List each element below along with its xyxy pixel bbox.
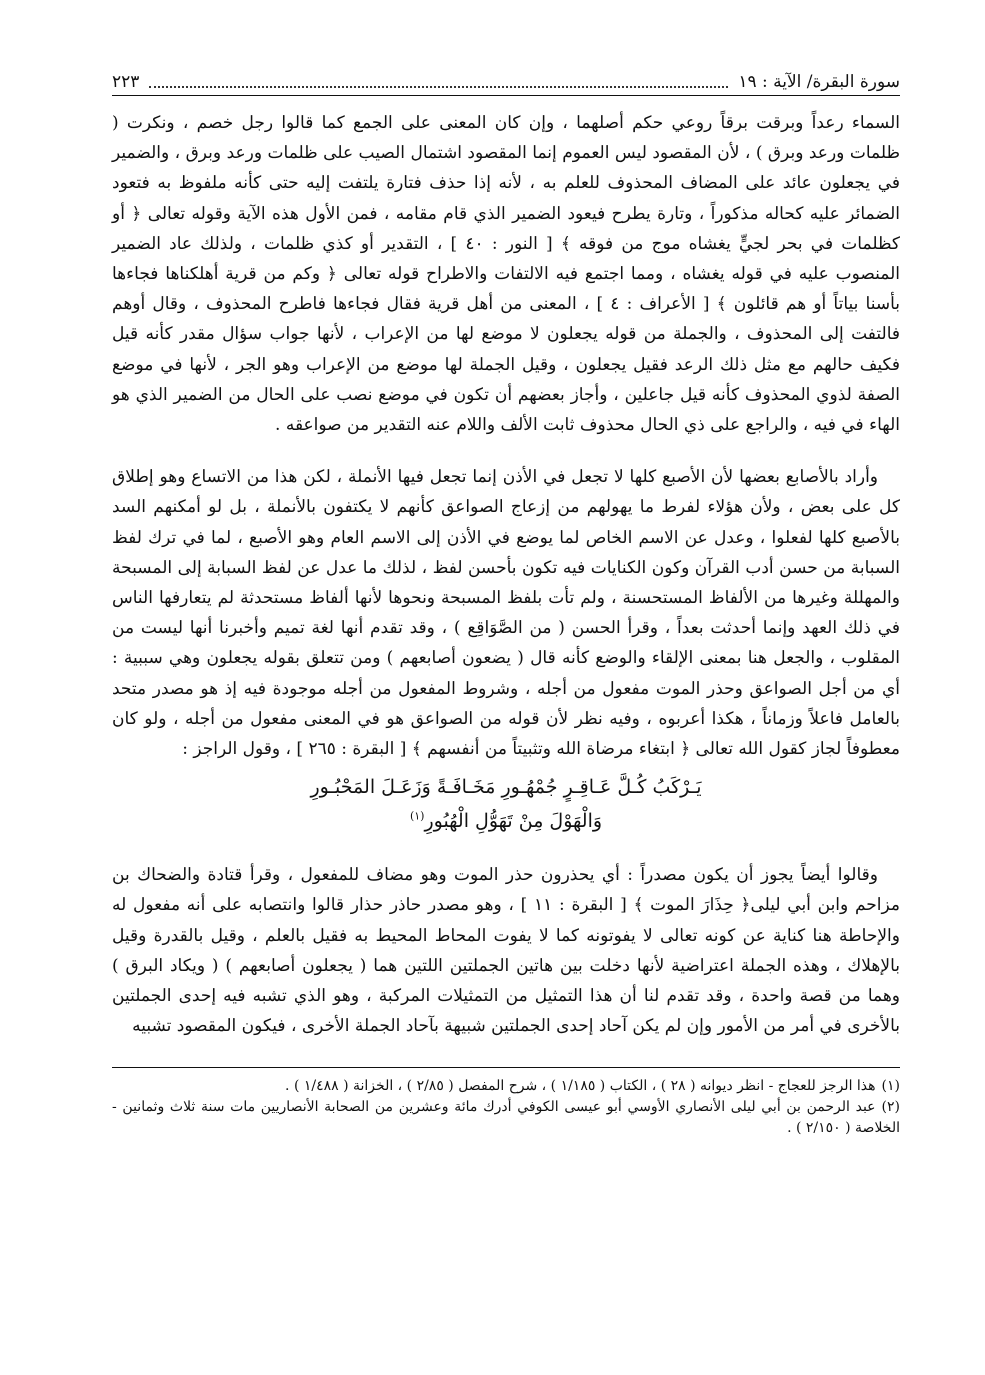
page-number: ٢٢٣ [112,72,140,92]
verse-line-1: يَـرْكَبُ كُـلَّ عَـاقِـرٍ جُمْهُـورِ مَخَـافَـةً وَزَعَـلَ المَحْبُـورِ [310,776,702,799]
footnote-ref-1[interactable]: (١) [409,809,425,823]
footnote-separator [112,1067,900,1068]
footnote-2-number: (٢) [881,1099,900,1116]
verse-line-2 [112,804,900,838]
footnote-1 [112,1076,900,1097]
footnote-1-number: (١) [881,1078,900,1095]
footnote-1-text: هذا الرجز للعجاج - انظر ديوانه ( ٢٨ ) ، الكتاب ( ١/١٨٥ ) ، شرح المفصل ( ٢/٨٥ ) ، الخزانة ( ١/٤٨٨ ) . [285,1078,876,1095]
rajaz-verse [112,770,900,838]
footnote-2-text: عبد الرحمن بن أبي ليلى الأنصاري الأوسي أبو عيسى الكوفي أدرك مائة وعشرين من الصحابة الأنصاريين مات سنة ثلاث وثمانين - الخلاصة ( ٢/١٥٠ ) . [112,1099,900,1137]
running-header [112,62,900,96]
footnote-2 [112,1097,900,1139]
verse-line-2-text: وَالْهَوْلَ مِنْ تَهَوُّلِ الْهُبُورِ [424,810,603,833]
paragraph-1: السماء رعداً وبرقت برقاً روعي حكم أصلهما ، وإن كان المعنى على الجمع كما قالوا رجل خصم ، ونكرت ( ظلمات ورعد وبرق ) ، لأن المقصود ليس العموم إنما المقصود اشتمال الصيب على ظلمات ورعد وبرق ، والضمير في يجعلون عائد على المضاف المحذوف للعلم به ، لأنه إذا حذف فتارة يلتفت إليه حتى كأنه ملفوظ به فتعود الضمائر عليه كحاله مذكوراً ، وتارة يطرح فيعود الضمير الذي قام مقامه ، فمن الأول هذه الآية وقوله تعالى ﴿ أو كظلمات في بحر لجيٍّ يغشاه موج من فوقه ﴾ [ النور : ٤٠ ] ، التقدير أو كذي ظلمات ، ولذلك عاد الضمير المنصوب عليه في قوله يغشاه ، ومما اجتمع فيه الالتفات والاطراح قوله تعالى ﴿ وكم من قرية أهلكناها فجاءها بأسنا بياتاً أو هم قائلون ﴾ [ الأعراف : ٤ ] ، المعنى من أهل قرية فقال فجاءها فاطرح المحذوف ، وقال أوهم فالتفت إلى المحذوف ، والجملة من قوله يجعلون لا موضع لها من الإعراب ، لأنها جواب سؤال مقدر كأنه قيل فكيف حالهم مع مثل ذلك الرعد فقيل يجعلون ، وقيل الجملة لها موضع من الإعراب وهو الجر ، لأنها في موضع الصفة لذوي المحذوف كأنه قيل جاعلين ، وأجاز بعضهم أن تكون في موضع نصب على الحال من الضمير الذي هو الهاء في فيه ، والراجع على ذي الحال محذوف ثابت الألف واللام عنه التقدير من صواعقه . [112,113,900,436]
paragraph-3: وقالوا أيضاً يجوز أن يكون مصدراً : أي يحذرون حذر الموت وهو مضاف للمفعول ، وقرأ قتادة والضحاك بن مزاحم وابن أبي ليلى﴿ حِذَارَ الموت ﴾ [ البقرة : ١١ ] ، وهو مصدر حاذر حذار قالوا وانتصابه على أنه مفعول له والإحاطة هنا كناية عن كونه تعالى لا يفوتونه كما لا يفوت المحاط المحيط به فقيل بالعلم ، وقيل بالقدرة وقيل بالإهلاك ، وهذه الجملة اعتراضية لأنها دخلت بين هاتين الجملتين اللتين هما ( يجعلون أصابعهم ) ( ويكاد البرق ) وهما من قصة واحدة ، وقد تقدم لنا أن هذا التمثيل من التمثيلات المركبة ، وهو الذي تشبه فيه إحدى الجملتين بالأخرى في أمر من الأمور وإن لم يكن آحاد إحدى الجملتين شبيهة بآحاد الجملة الأخرى ، فيكون المقصود تشبيه [112,865,900,1037]
footnotes [112,1076,900,1139]
book-page [112,62,900,1139]
surah-verse-title: سورة البقرة/ الآية : ١٩ [738,72,900,92]
paragraph-2: وأراد بالأصابع بعضها لأن الأصبع كلها لا تجعل في الأذن إنما تجعل فيها الأنملة ، لكن هذا من الاتساع وهو إطلاق كل على بعض ، ولأن هؤلاء لفرط ما يهولهم من إزعاج الصواعق كأنهم لا يكتفون بالأنملة ، بل لو أمكنهم السد بالأصبع كلها لفعلوا ، وعدل عن الاسم الخاص لما يوضع في الأذن إلى الاسم العام وهو الأصبع ، لما في ترك لفظ السبابة من حسن أدب القرآن وكون الكنايات فيه تكون بأحسن لفظ ، لذلك ما عدل عن لفظ السبابة إلى المسبحة والمهللة وغيرها من الألفاظ المستحسنة ، ولم تأت بلفظ المسبحة ونحوها لأنها ألفاظ مستحدثة لم يتعارفها الناس في ذلك العهد وإنما أحدثت بعداً ، وقرأ الحسن ( من الصَّوَاقِع ) ، وقد تقدم أنها لغة تميم وأخبرنا أنها ليست من المقلوب ، والجعل هنا بمعنى الإلقاء والوضع كأنه قال ( يضعون أصابعهم ) ومن تتعلق بقوله يجعلون وهي سببية : أي من أجل الصواعق وحذر الموت مفعول من أجله ، وشروط المفعول من أجله موجودة فيه إذ هو مصدر متحد بالعامل فاعلاً وزماناً ، هكذا أعربوه ، وفيه نظر لأن قوله من الصواعق هو في المعنى مفعول من أجله ، ولو كان معطوفاً لجاز كقول الله تعالى ﴿ ابتغاء مرضاة الله وتثبيتاً من أنفسهم ﴾ [ البقرة : ٢٦٥ ] ، وقول الراجز : [112,467,900,760]
header-dot-leader [149,86,728,88]
